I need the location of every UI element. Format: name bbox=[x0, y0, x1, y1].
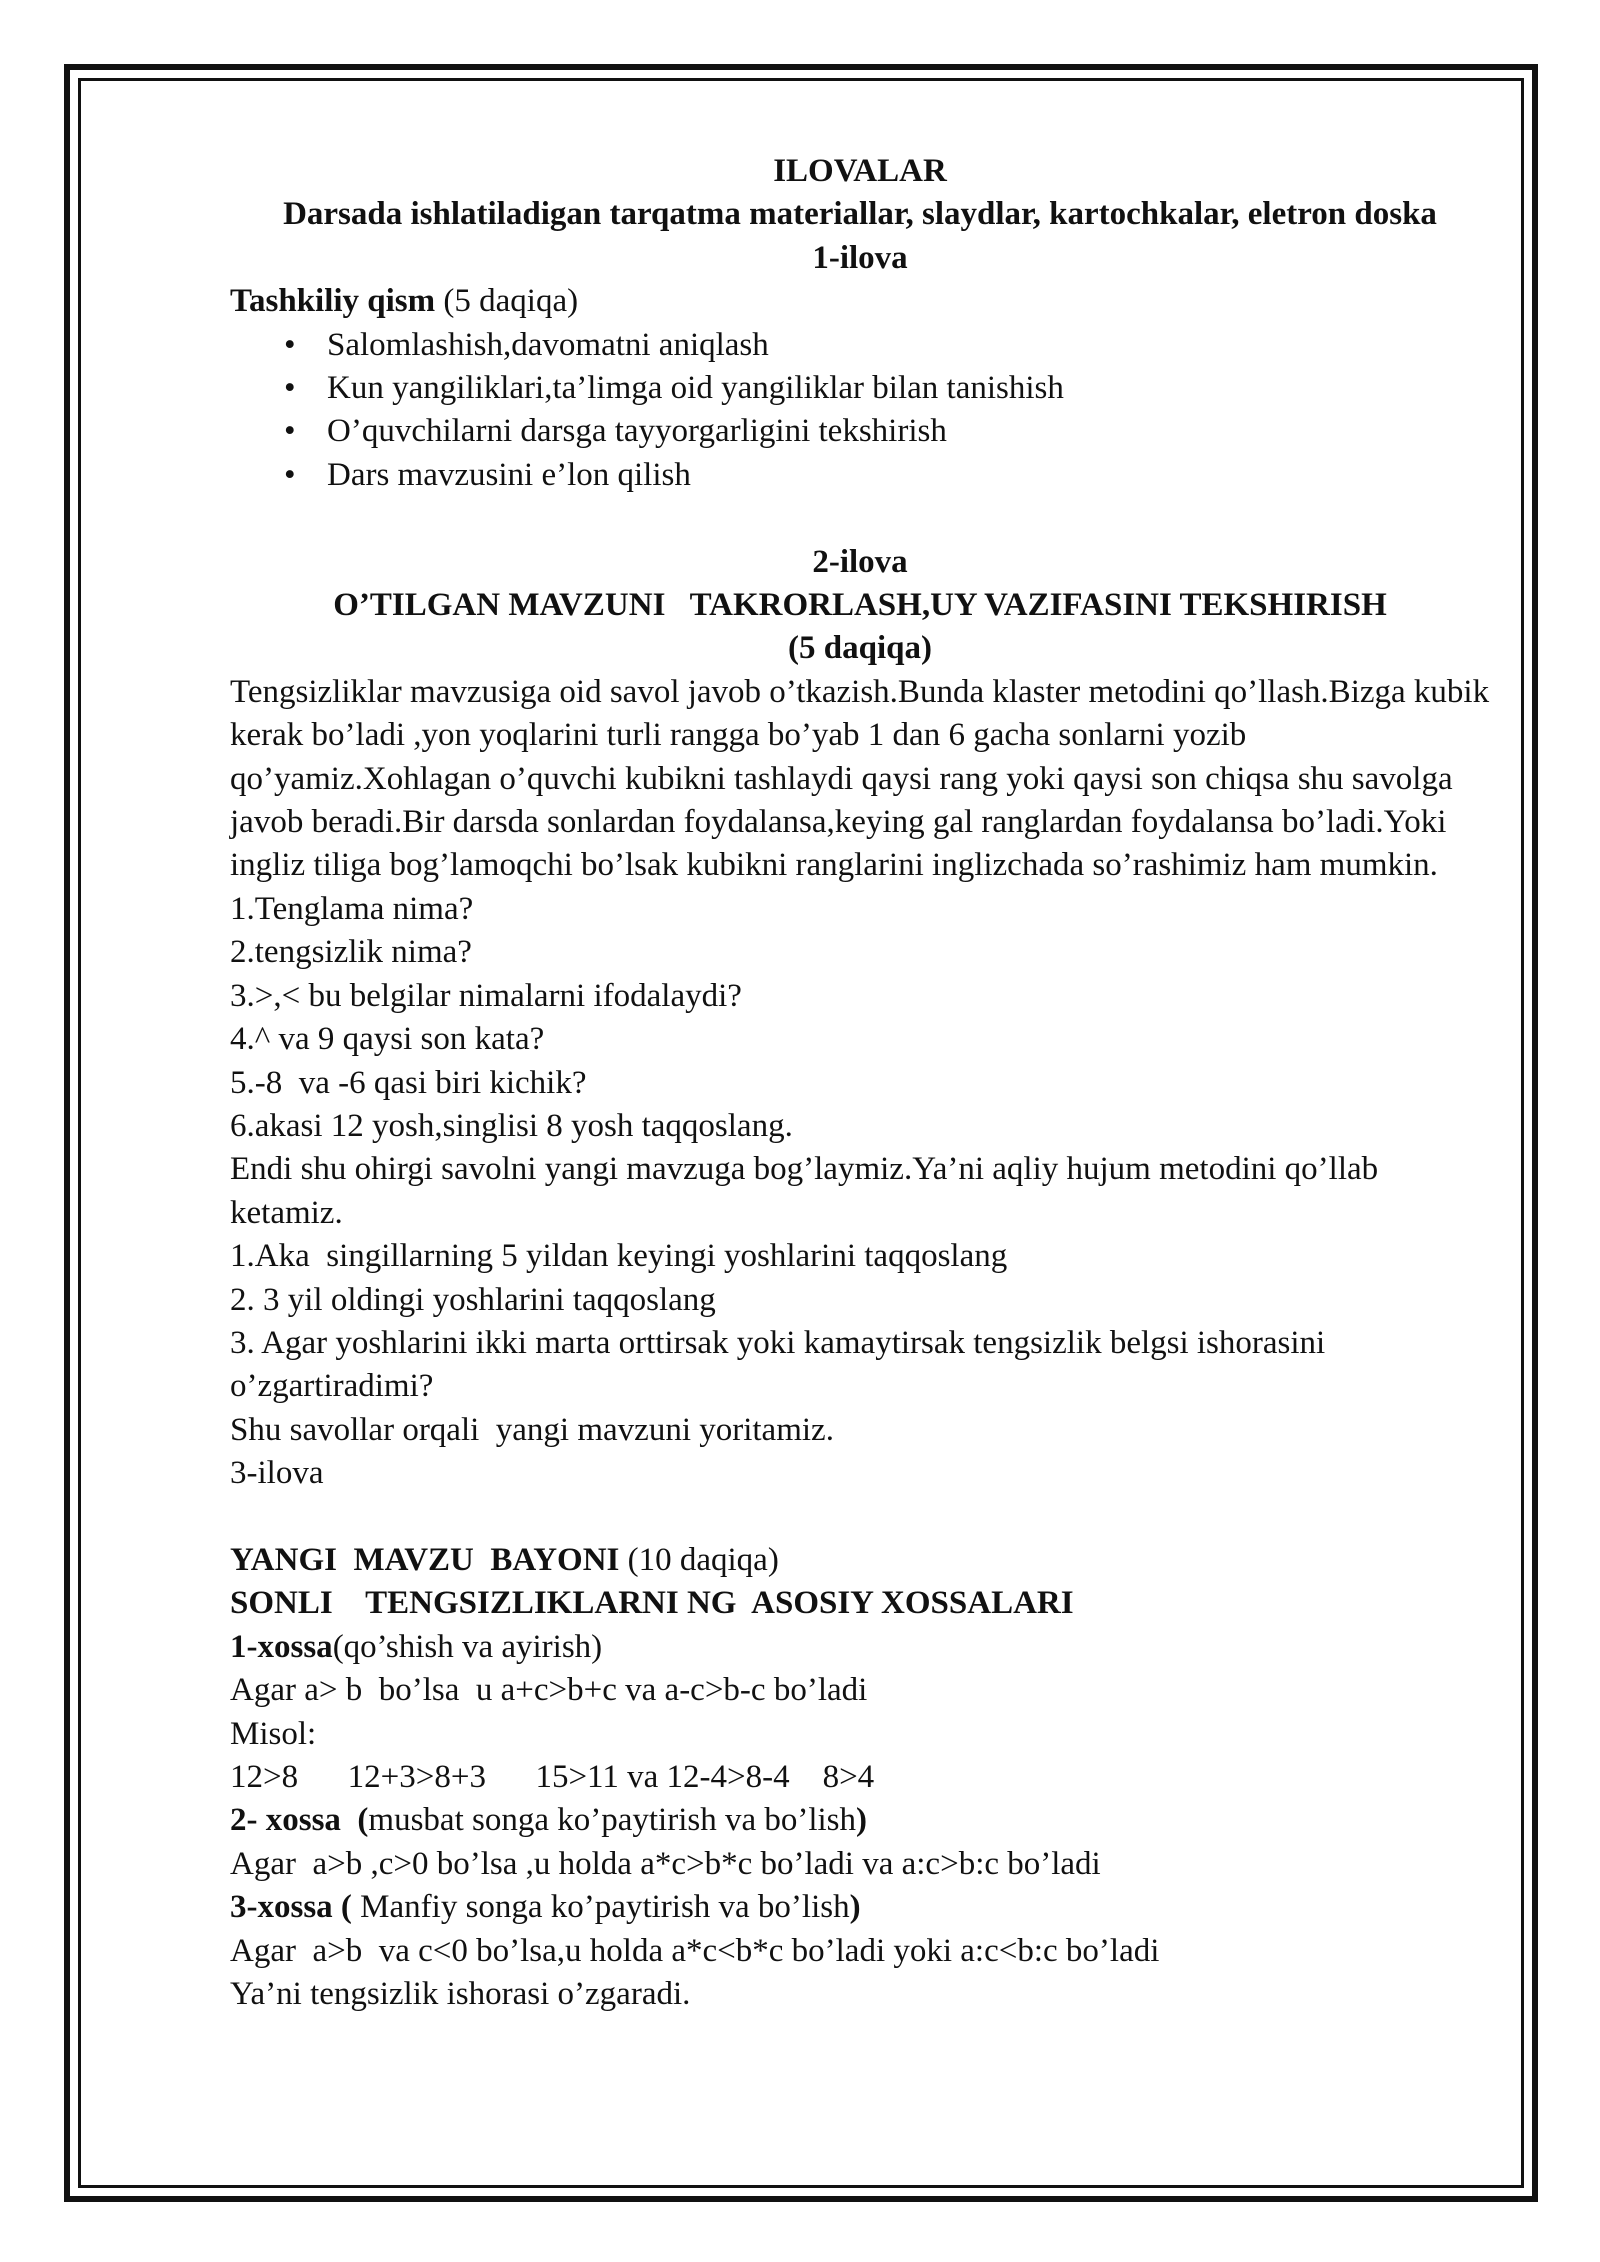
property-2-heading: 2- xossa (musbat songa ko’paytirish va bo’lish) bbox=[230, 1802, 868, 1839]
document-title: ILOVALAR bbox=[773, 153, 947, 189]
appendix-1-heading-time: (5 daqiqa) bbox=[435, 283, 579, 320]
appendix-3-heading-bold: YANGI MAVZU BAYONI bbox=[230, 1541, 620, 1578]
appendix-1-label: 1-ilova bbox=[812, 239, 908, 276]
appendix-1-bullet-list bbox=[230, 324, 1490, 498]
example-label: Misol: bbox=[230, 1715, 317, 1752]
question-line: 3.>,< bu belgilar nimalarni ifodalaydi? bbox=[230, 977, 742, 1014]
bullet-icon: • bbox=[284, 326, 296, 363]
document-subtitle: Darsada ishlatiladigan tarqatma materiallar, slaydlar, kartochkalar, eletron doska bbox=[283, 196, 1437, 233]
appendix-3-topic: SONLI TENGSIZLIKLARNI NG ASOSIY XOSSALARI bbox=[230, 1585, 1074, 1622]
property-3-note: Ya’ni tengsizlik ishorasi o’zgaradi. bbox=[230, 1976, 691, 2013]
appendix-2-label: 2-ilova bbox=[812, 543, 908, 580]
list-item: • Dars mavzusini e’lon qilish bbox=[230, 454, 1490, 497]
property-1-heading: 1-xossa(qo’shish va ayirish) bbox=[230, 1628, 603, 1665]
bullet-icon: • bbox=[284, 370, 296, 407]
appendix-2-closing: Shu savollar orqali yangi mavzuni yoritamiz. bbox=[230, 1411, 834, 1448]
appendix-3-heading-time: (10 daqiqa) bbox=[619, 1541, 779, 1578]
appendix-3-heading bbox=[230, 1539, 1490, 1582]
question-line: 2.tengsizlik nima? bbox=[230, 934, 472, 971]
example-line: 12>8 12+3>8+3 15>11 va 12-4>8-4 8>4 bbox=[230, 1759, 875, 1795]
list-item: • O’quvchilarni darsga tayyorgarligini tekshirish bbox=[230, 410, 1490, 453]
property-2-rule: Agar a>b ,c>0 bo’lsa ,u holda a*c>b*c bo’ladi va a:c>b:c bo’ladi bbox=[230, 1845, 1101, 1882]
list-item: • Salomlashish,davomatni aniqlash bbox=[230, 324, 1490, 367]
appendix-2-intro: Tengsizliklar mavzusiga oid savol javob o’tkazish.Bunda klaster metodini qo’llash.Bizga kubik kerak bo’ladi ,yon yoqlarini turli rangga bo’yab 1 dan 6 gacha sonlarni yozib qo’yamiz.Xohlagan o’quvchi kubikni tashlaydi qaysi rang yoki qaysi son chiqsa shu savolga javob beradi.Bir darsda sonlardan foydalansa,keying gal ranglardan foydalansa bo’ladi.Yoki ingliz tiliga bog’lamoqchi bo’lsak kubikni ranglarini inglizchada so’rashimiz ham mumkin. bbox=[230, 673, 1490, 884]
followup-line: 1.Aka singillarning 5 yildan keyingi yoshlarini taqqoslang bbox=[230, 1238, 1008, 1275]
followup-line: 2. 3 yil oldingi yoshlarini taqqoslang bbox=[230, 1281, 716, 1318]
property-3-heading: 3-xossa ( Manfiy songa ko’paytirish va bo’lish) bbox=[230, 1889, 861, 1926]
document-body bbox=[230, 150, 1490, 2016]
appendix-2-link-text: Endi shu ohirgi savolni yangi mavzuga bog’laymiz.Ya’ni aqliy hujum metodini qo’llab ketamiz. bbox=[230, 1151, 1379, 1231]
list-item: • Kun yangiliklari,ta’limga oid yangiliklar bilan tanishish bbox=[230, 367, 1490, 410]
spacer bbox=[230, 1496, 1490, 1539]
spacer bbox=[230, 497, 1490, 540]
appendix-2-time: (5 daqiqa) bbox=[788, 630, 932, 667]
question-line: 6.akasi 12 yosh,singlisi 8 yosh taqqoslang. bbox=[230, 1107, 793, 1144]
question-line: 4.^ va 9 qaysi son kata? bbox=[230, 1021, 545, 1058]
appendix-1-heading-bold: Tashkiliy qism bbox=[230, 283, 436, 320]
question-line: 5.-8 va -6 qasi biri kichik? bbox=[230, 1064, 587, 1101]
bullet-icon: • bbox=[284, 456, 296, 493]
question-line: 1.Tenglama nima? bbox=[230, 890, 474, 927]
appendix-1-heading bbox=[230, 280, 1490, 323]
property-3-rule: Agar a>b va c<0 bo’lsa,u holda a*c<b*c bo’ladi yoki a:c<b:c bo’ladi bbox=[230, 1932, 1160, 1969]
property-1-rule: Agar a> b bo’lsa u a+c>b+c va a-c>b-c bo’ladi bbox=[230, 1672, 868, 1709]
bullet-icon: • bbox=[284, 413, 296, 450]
appendix-3-label: 3-ilova bbox=[230, 1455, 324, 1492]
appendix-2-heading: O’TILGAN MAVZUNI TAKRORLASH,UY VAZIFASINI TEKSHIRISH bbox=[333, 587, 1387, 624]
followup-line: 3. Agar yoshlarini ikki marta orttirsak yoki kamaytirsak tengsizlik belgsi ishorasini o’zgartiradimi? bbox=[230, 1324, 1326, 1405]
